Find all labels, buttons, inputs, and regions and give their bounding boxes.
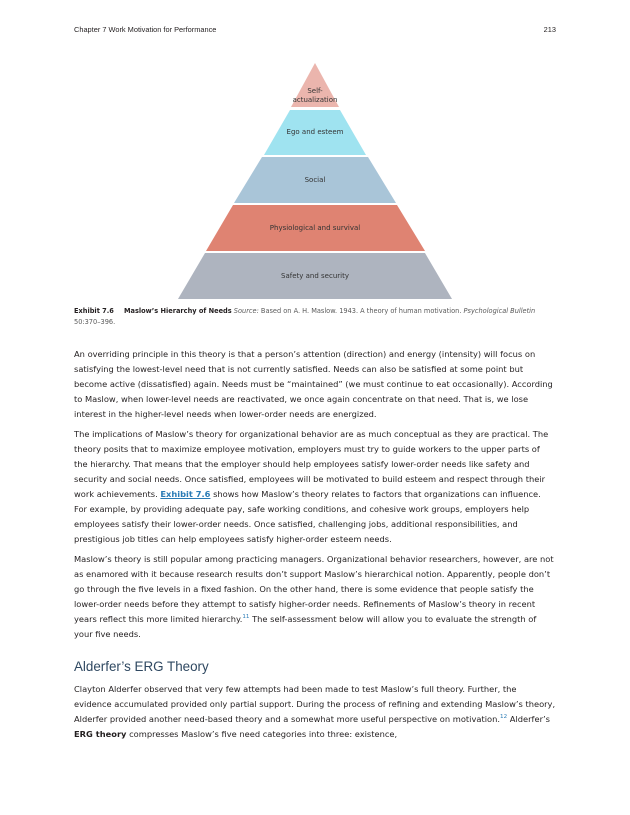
source-text: Based on A. H. Maslow. 1943. A theory of human motivation. xyxy=(260,307,462,315)
journal-name: Psychological Bulletin xyxy=(463,307,536,315)
running-head xyxy=(74,25,556,34)
paragraph-2: The implications of Maslow’s theory for organizational behavior are as much conceptual as they are practical. The theory posits that to maximize employee motivation, employers must try to guide workers to the upper parts of the hierarchy. That means that the employer should help employees satisfy lower-order needs like safety and security and social needs. Once satisfied, employees will be motivated to build esteem and respect through their work achievements. Exhibit 7.6 shows how Maslow’s theory relates to factors that organizations can influence. For example, by providing adequate pay, safe working conditions, and cohesive work groups, employers help employees satisfy their lower-order needs. Once satisfied, challenging jobs, additional responsibilities, and prestigious job titles can help employees satisfy higher-order esteem needs. xyxy=(74,429,549,544)
exhibit-7-6-link[interactable]: Exhibit 7.6 xyxy=(160,489,211,499)
level-label-safety: Safety and security xyxy=(281,272,349,280)
body-text xyxy=(74,347,556,647)
section-paragraph-1: Clayton Alderfer observed that very few attempts had been made to test Maslow’s full theory. Further, the evidence accumulated provided only partial support. During the process of refining and extending Maslow’s theory, Alderfer provided another need-based theory and a somewhat more useful perspective on motivation.$^{12}$ Alderfer’s ERG theory compresses Maslow’s five need categories into three: existence, xyxy=(74,684,556,739)
paragraph-1: An overriding principle in this theory is that a person’s attention (direction) and energy (intensity) will focus on satisfying the lowest-level need that is not currently satisfied. Needs can also be satisfied at some point but become active (dissatisfied) again. Needs must be “maintained” (we must continue to eat occasionally). According to Maslow, when lower-level needs are reactivated, we once again concentrate on that need. That is, we lose interest in the higher-level needs when lower-order needs are energized. xyxy=(74,349,553,419)
footnote-12-link[interactable]: 12 xyxy=(500,714,508,721)
page-number: 213 xyxy=(543,25,556,34)
citation: 50:370–396. xyxy=(74,318,116,326)
level-label-social: Social xyxy=(304,176,326,184)
figure-caption xyxy=(74,306,556,328)
section-body xyxy=(74,682,556,742)
exhibit-label: Exhibit 7.6 xyxy=(74,307,114,315)
level-label-ego-esteem: Ego and esteem xyxy=(286,128,344,136)
erg-theory-term: ERG theory xyxy=(74,729,127,739)
chapter-title: Chapter 7 Work Motivation for Performance xyxy=(74,25,217,34)
maslow-pyramid-figure xyxy=(175,60,455,302)
section-heading: Alderfer’s ERG Theory xyxy=(74,659,209,674)
source-label: Source: xyxy=(233,307,259,315)
level-label-physiological: Physiological and survival xyxy=(269,224,361,232)
exhibit-title: Maslow’s Hierarchy of Needs xyxy=(123,307,232,315)
level-label-self-actualization-2: actualization xyxy=(292,96,338,104)
footnote-11-link[interactable]: 11 xyxy=(242,614,250,621)
level-label-self-actualization-1: Self- xyxy=(307,87,323,95)
paragraph-3: Maslow’s theory is still popular among practicing managers. Organizational behavior researchers, however, are not as enamored with it because research results don’t support Maslow’s hierarchical notion. Apparently, people don’t go through the five levels in a fixed fashion. On the other hand, there is some evidence that people satisfy the lower-order needs before they attempt to satisfy higher-order needs. Refinements of Maslow’s theory in recent years reflect this more limited hierarchy.$^{11}$ The self-assessment below will allow you to evaluate the strength of your five needs. xyxy=(74,554,554,639)
